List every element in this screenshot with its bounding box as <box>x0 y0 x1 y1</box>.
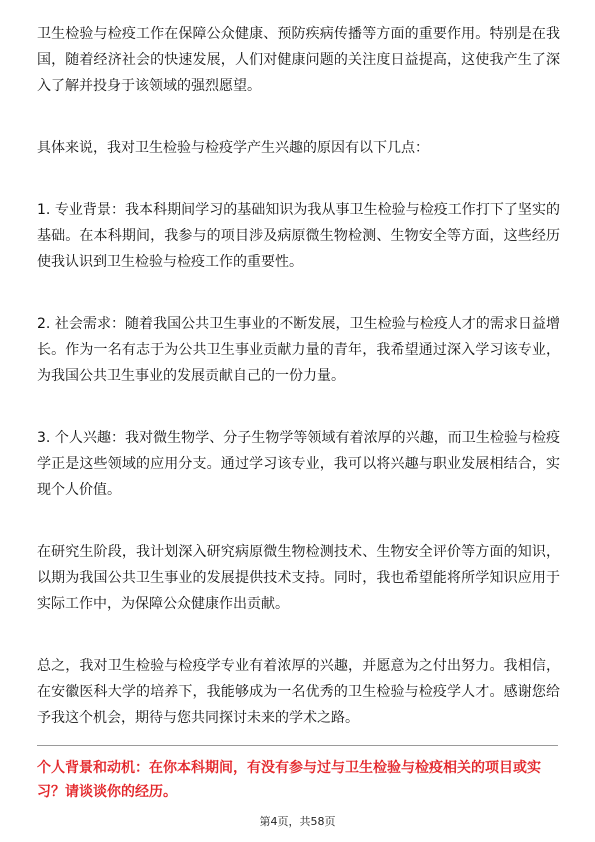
question-text: 个人背景和动机：在你本科期间，有没有参与过与卫生检验与检疫相关的项目或实习？请谈谈你的经历。 <box>37 760 541 800</box>
paragraph-research-plan: 在研究生阶段，我计划深入研究病原微生物检测技术、生物安全评价等方面的知识，以期为我国公共卫生事业的发展提供技术支持。同时，我也希望能将所学知识应用于实际工作中，为保障公众健康作出贡献。 <box>37 544 560 612</box>
page-footer: 第4页，共58页 <box>259 815 336 828</box>
paragraph-reasons-heading: 具体来说，我对卫生检验与检疫学产生兴趣的原因有以下几点： <box>37 140 429 156</box>
paragraph-point-2: 2. 社会需求：随着我国公共卫生事业的不断发展，卫生检验与检疫人才的需求日益增长。作为一名有志于为公共卫生事业贡献力量的青年，我希望通过深入学习该专业，为我国公共卫生事业的发展贡献自己的一份力量。 <box>37 316 560 384</box>
section-divider <box>37 745 558 746</box>
paragraph-point-1: 1. 专业背景：我本科期间学习的基础知识为我从事卫生检验与检疫工作打下了坚实的基础。在本科期间，我参与的项目涉及病原微生物检测、生物安全等方面，这些经历使我认识到卫生检验与检疫工作的重要性。 <box>37 202 560 270</box>
paragraph-conclusion: 总之，我对卫生检验与检疫学专业有着浓厚的兴趣，并愿意为之付出努力。我相信，在安徽医科大学的培养下，我能够成为一名优秀的卫生检验与检疫学人才。感谢您给予我这个机会，期待与您共同探讨未来的学术之路。 <box>37 658 560 726</box>
paragraph-point-3: 3. 个人兴趣：我对微生物学、分子生物学等领域有着浓厚的兴趣，而卫生检验与检疫学正是这些领域的应用分支。通过学习该专业，我可以将兴趣与职业发展相结合，实现个人价值。 <box>37 430 560 498</box>
paragraph-intro: 卫生检验与检疫工作在保障公众健康、预防疾病传播等方面的重要作用。特别是在我国，随着经济社会的快速发展，人们对健康问题的关注度日益提高，这使我产生了深入了解并投身于该领域的强烈愿望。 <box>37 26 560 94</box>
